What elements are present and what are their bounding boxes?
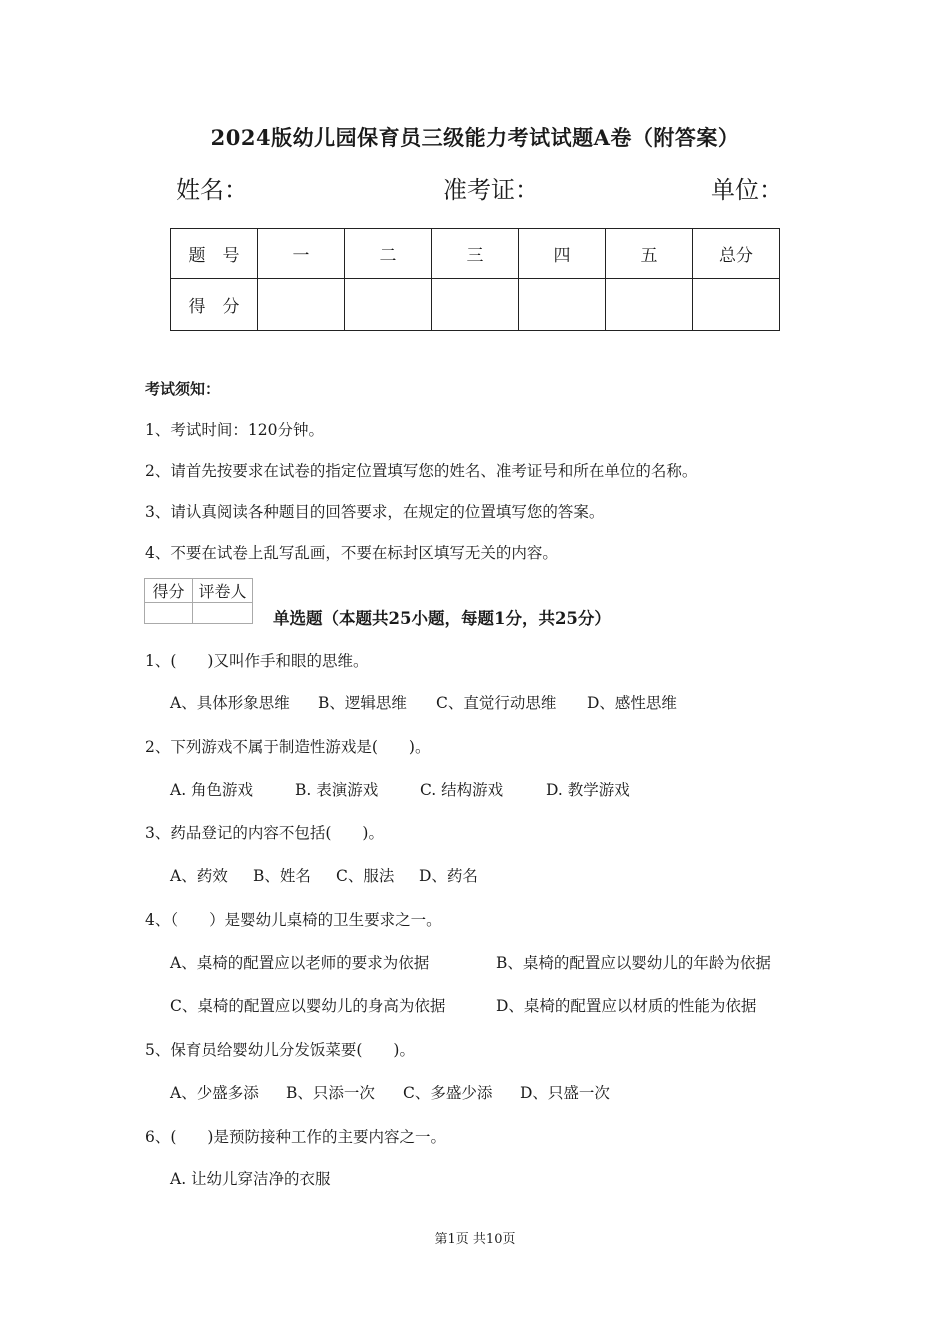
question-option: D、药名 [419, 867, 478, 885]
question-option: C、多盛少添 [403, 1084, 493, 1102]
question-option: B、只添一次 [286, 1084, 375, 1102]
question-option: A. 角色游戏 [170, 781, 254, 799]
question-option: C、直觉行动思维 [436, 694, 557, 712]
question-option: D、只盛一次 [520, 1084, 610, 1102]
question-option: A、具体形象思维 [170, 694, 290, 712]
score-table-score-row [171, 279, 780, 331]
question-stem: 2、下列游戏不属于制造性游戏是( )。 [145, 738, 431, 756]
question-option: B. 表演游戏 [295, 781, 379, 799]
score-table [170, 228, 780, 331]
question-option: C. 结构游戏 [420, 781, 504, 799]
question-stem: 5、保育员给婴幼儿分发饭菜要( )。 [145, 1041, 415, 1059]
grader-name-cell[interactable] [193, 603, 253, 624]
notice-item: 2、请首先按要求在试卷的指定位置填写您的姓名、准考证号和所在单位的名称。 [145, 462, 698, 480]
score-row-label: 得 分 [171, 279, 258, 331]
question-option: B、姓名 [253, 867, 311, 885]
section-title: 单选题（本题共25小题，每题1分，共25分） [273, 609, 611, 628]
score-input-cell[interactable] [432, 279, 519, 331]
exam-id-field-label: 准考证： [443, 176, 539, 204]
page-footer: 第1页 共10页 [434, 1232, 516, 1247]
score-input-cell[interactable] [258, 279, 345, 331]
score-header-cell: 总分 [693, 229, 780, 279]
question-option: D、感性思维 [587, 694, 677, 712]
question-option: C、桌椅的配置应以婴幼儿的身高为依据 [170, 997, 446, 1015]
notice-title: 考试须知： [145, 380, 221, 398]
score-input-cell[interactable] [606, 279, 693, 331]
notice-item: 1、考试时间：120分钟。 [145, 421, 324, 439]
question-option: B、逻辑思维 [318, 694, 407, 712]
question-option: A. 让幼儿穿洁净的衣服 [170, 1170, 331, 1188]
page-title: 2024版幼儿园保育员三级能力考试试题A卷（附答案） [210, 125, 740, 150]
score-header-cell: 五 [606, 229, 693, 279]
question-stem: 1、( )又叫作手和眼的思维。 [145, 652, 369, 670]
question-option: D、桌椅的配置应以材质的性能为依据 [496, 997, 757, 1015]
name-field-label: 姓名： [176, 176, 248, 204]
question-option: B、桌椅的配置应以婴幼儿的年龄为依据 [496, 954, 771, 972]
grader-score-label: 得分 [145, 579, 193, 603]
score-header-cell: 二 [345, 229, 432, 279]
notice-item: 3、请认真阅读各种题目的回答要求，在规定的位置填写您的答案。 [145, 503, 605, 521]
score-table-header-row [171, 229, 780, 279]
grader-name-label: 评卷人 [193, 579, 253, 603]
question-option: A、少盛多添 [170, 1084, 259, 1102]
grader-table [144, 578, 253, 624]
question-stem: 3、药品登记的内容不包括( )。 [145, 824, 384, 842]
score-header-cell: 题 号 [171, 229, 258, 279]
score-header-cell: 四 [519, 229, 606, 279]
score-input-cell[interactable] [693, 279, 780, 331]
question-option: A、药效 [170, 867, 228, 885]
question-option: D. 教学游戏 [546, 781, 630, 799]
score-header-cell: 一 [258, 229, 345, 279]
question-stem: 4、（ ）是婴幼儿桌椅的卫生要求之一。 [145, 911, 442, 929]
unit-field-label: 单位： [711, 176, 783, 204]
question-stem: 6、( )是预防接种工作的主要内容之一。 [145, 1128, 446, 1146]
notice-item: 4、不要在试卷上乱写乱画，不要在标封区填写无关的内容。 [145, 544, 558, 562]
grader-score-cell[interactable] [145, 603, 193, 624]
question-option: A、桌椅的配置应以老师的要求为依据 [170, 954, 430, 972]
score-header-cell: 三 [432, 229, 519, 279]
question-option: C、服法 [336, 867, 395, 885]
score-input-cell[interactable] [519, 279, 606, 331]
score-input-cell[interactable] [345, 279, 432, 331]
